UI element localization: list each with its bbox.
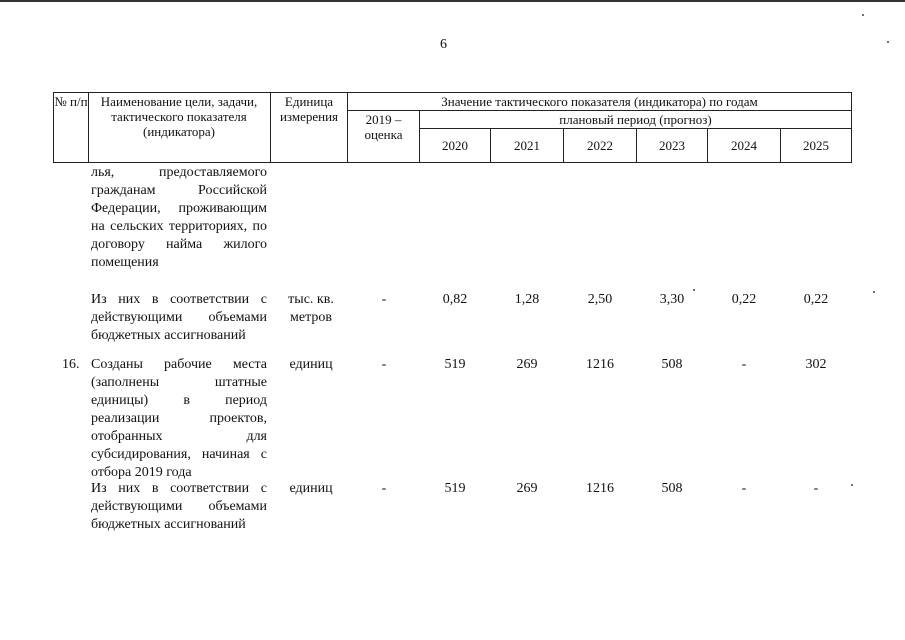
row-value: 508 <box>661 481 683 496</box>
row-name: Из них в соответствии с действующими объемами бюджетных ассигнований <box>91 292 267 343</box>
scan-speck <box>862 14 864 16</box>
row-value: 0,82 <box>442 292 468 307</box>
header-year: 2023 <box>659 138 685 153</box>
row-value: - <box>741 481 747 496</box>
header-right-border <box>851 92 852 163</box>
scan-speck <box>887 41 889 43</box>
header-bottom-border <box>53 162 852 163</box>
row-unit: единиц <box>289 481 333 496</box>
row-unit: тыс. кв. метров <box>288 292 334 325</box>
row-value: 3,30 <box>659 292 685 307</box>
row-value: - <box>741 357 747 372</box>
row-value: 1216 <box>586 357 614 372</box>
row-name: Созданы рабочие места (заполнены штатные единицы) в период реализации проектов, отобранных для субсидирования, начиная с отбора 2019 года <box>91 357 267 480</box>
header-year: 2024 <box>731 138 757 153</box>
header-year: 2021 <box>514 138 540 153</box>
header-number: № п/п <box>54 94 88 109</box>
row-name: Из них в соответствии с действующими объемами бюджетных ассигнований <box>91 481 267 532</box>
row-value: 2,50 <box>587 292 613 307</box>
row-value: 519 <box>444 357 466 372</box>
row-unit: единиц <box>289 357 333 372</box>
header-2019: 2019 – оценка <box>364 112 403 142</box>
page-number: 6 <box>440 37 447 52</box>
row-value: 508 <box>661 357 683 372</box>
divider <box>88 92 89 163</box>
row-value: 1,28 <box>514 292 540 307</box>
row-value: 0,22 <box>803 292 829 307</box>
scan-speck <box>851 484 853 486</box>
values-subheader-line <box>347 110 852 111</box>
row-name-continued: лья, предоставляемого гражданам Российской Федерации, проживающим на сельских территориях, по договору найма жилого помещения <box>91 165 267 270</box>
page-top-edge <box>0 0 905 2</box>
row-value-2019: - <box>381 292 387 307</box>
header-planned-period: плановый период (прогноз) <box>559 112 712 127</box>
row-value: 269 <box>516 357 538 372</box>
header-name: Наименование цели, задачи, тактического показателя (индикатора) <box>100 94 258 139</box>
row-value: 302 <box>805 357 827 372</box>
scan-speck <box>693 289 695 291</box>
header-year: 2025 <box>803 138 829 153</box>
row-value: 269 <box>516 481 538 496</box>
header-year: 2022 <box>587 138 613 153</box>
header-values: Значение тактического показателя (индикатора) по годам <box>441 94 758 109</box>
row-value: 519 <box>444 481 466 496</box>
header-year: 2020 <box>442 138 468 153</box>
row-value: 1216 <box>586 481 614 496</box>
row-number: 16. <box>62 357 80 372</box>
row-value-2019: - <box>381 357 387 372</box>
row-value-2019: - <box>381 481 387 496</box>
header-top-border <box>53 92 852 93</box>
scan-speck <box>873 291 875 293</box>
row-value: - <box>813 481 819 496</box>
table-header <box>53 92 852 163</box>
row-value: 0,22 <box>731 292 757 307</box>
header-unit: Единица измерения <box>279 94 339 124</box>
